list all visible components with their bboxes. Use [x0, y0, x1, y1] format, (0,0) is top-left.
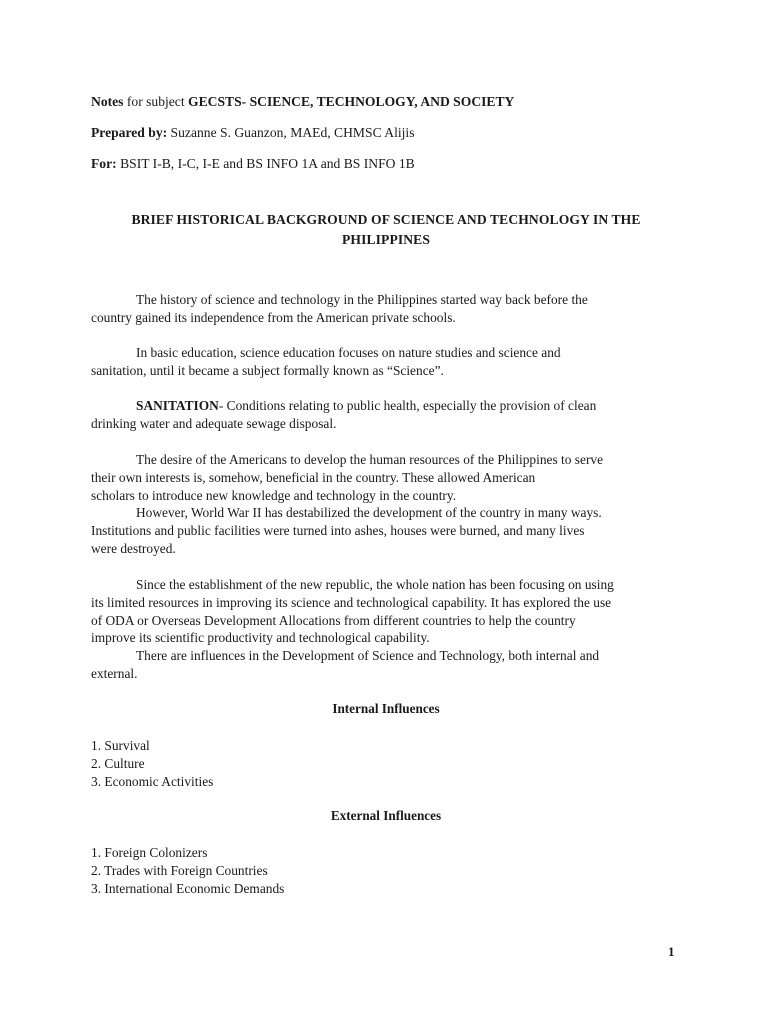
- paragraph-line: - Conditions relating to public health, especially the provision of clean: [218, 398, 597, 413]
- prepared-by-value: Suzanne S. Guanzon, MAEd, CHMSC Alijis: [167, 125, 415, 140]
- paragraph-line: country gained its independence from the American private schools.: [91, 309, 456, 325]
- paragraph-line: its limited resources in improving its science and technological capability. It has explored the use: [91, 594, 612, 610]
- document-title: [91, 210, 681, 250]
- internal-influences-heading: Internal Influences: [332, 701, 440, 716]
- paragraph-line: were destroyed.: [91, 540, 176, 556]
- paragraph-line: Institutions and public facilities were turned into ashes, houses were burned, and many lives: [91, 523, 585, 539]
- page-number: 1: [668, 944, 675, 959]
- prepared-by-label: Prepared by:: [91, 125, 168, 140]
- list-item: 1. Foreign Colonizers: [91, 845, 208, 860]
- list-item: 2. Trades with Foreign Countries: [91, 862, 268, 878]
- paragraph-line: In basic education, science education focuses on nature studies and science and: [136, 345, 561, 360]
- paragraph-republic: [91, 576, 681, 683]
- paragraph-line: their own interests is, somehow, beneficial in the country. These allowed American: [91, 469, 536, 485]
- paragraph-line: The desire of the Americans to develop the human resources of the Philippines to serve: [136, 452, 604, 467]
- paragraph-line: of ODA or Overseas Development Allocations from different countries to help the country: [91, 612, 576, 628]
- title-line-2: PHILIPPINES: [342, 232, 430, 247]
- paragraph-line: However, World War II has destabilized the development of the country in many ways.: [136, 505, 602, 521]
- paragraph-line: scholars to introduce new knowledge and technology in the country.: [91, 487, 457, 503]
- sanitation-term: SANITATION: [136, 398, 219, 413]
- list-item: 3. International Economic Demands: [91, 880, 285, 896]
- paragraph-americans: [91, 451, 681, 558]
- paragraph-sanitation: [91, 397, 681, 433]
- for-value: BSIT I-B, I-C, I-E and BS INFO 1A and BS INFO 1B: [116, 156, 415, 171]
- paragraph-line: There are influences in the Development of Science and Technology, both internal and: [136, 648, 600, 664]
- for-line: [91, 155, 681, 173]
- paragraph-line: sanitation, until it became a subject formally known as “Science”.: [91, 362, 444, 378]
- paragraph-basic-education: [91, 344, 681, 380]
- paragraph-line: drinking water and adequate sewage disposal.: [91, 415, 337, 431]
- list-item: 1. Survival: [91, 738, 150, 753]
- for-subject-text: for subject: [123, 94, 189, 109]
- external-influences-heading: External Influences: [330, 808, 442, 823]
- title-line-1: BRIEF HISTORICAL BACKGROUND OF SCIENCE AND TECHNOLOGY IN THE: [131, 212, 641, 227]
- internal-influences-list: [91, 737, 213, 790]
- paragraph-line: The history of science and technology in the Philippines started way back before the: [136, 292, 588, 307]
- paragraph-line: external.: [91, 665, 138, 681]
- list-item: 2. Culture: [91, 755, 145, 771]
- list-item: 3. Economic Activities: [91, 773, 214, 789]
- subject-name: GECSTS- SCIENCE, TECHNOLOGY, AND SOCIETY: [188, 94, 515, 109]
- for-label: For:: [91, 156, 117, 171]
- paragraph-line: Since the establishment of the new republic, the whole nation has been focusing on using: [136, 577, 614, 592]
- notes-label: Notes: [91, 94, 124, 109]
- paragraph-line: improve its scientific productivity and technological capability.: [91, 630, 430, 646]
- paragraph-history: [91, 291, 681, 327]
- external-influences-list: [91, 844, 284, 897]
- notes-line: [91, 93, 681, 111]
- prepared-by-line: [91, 124, 681, 142]
